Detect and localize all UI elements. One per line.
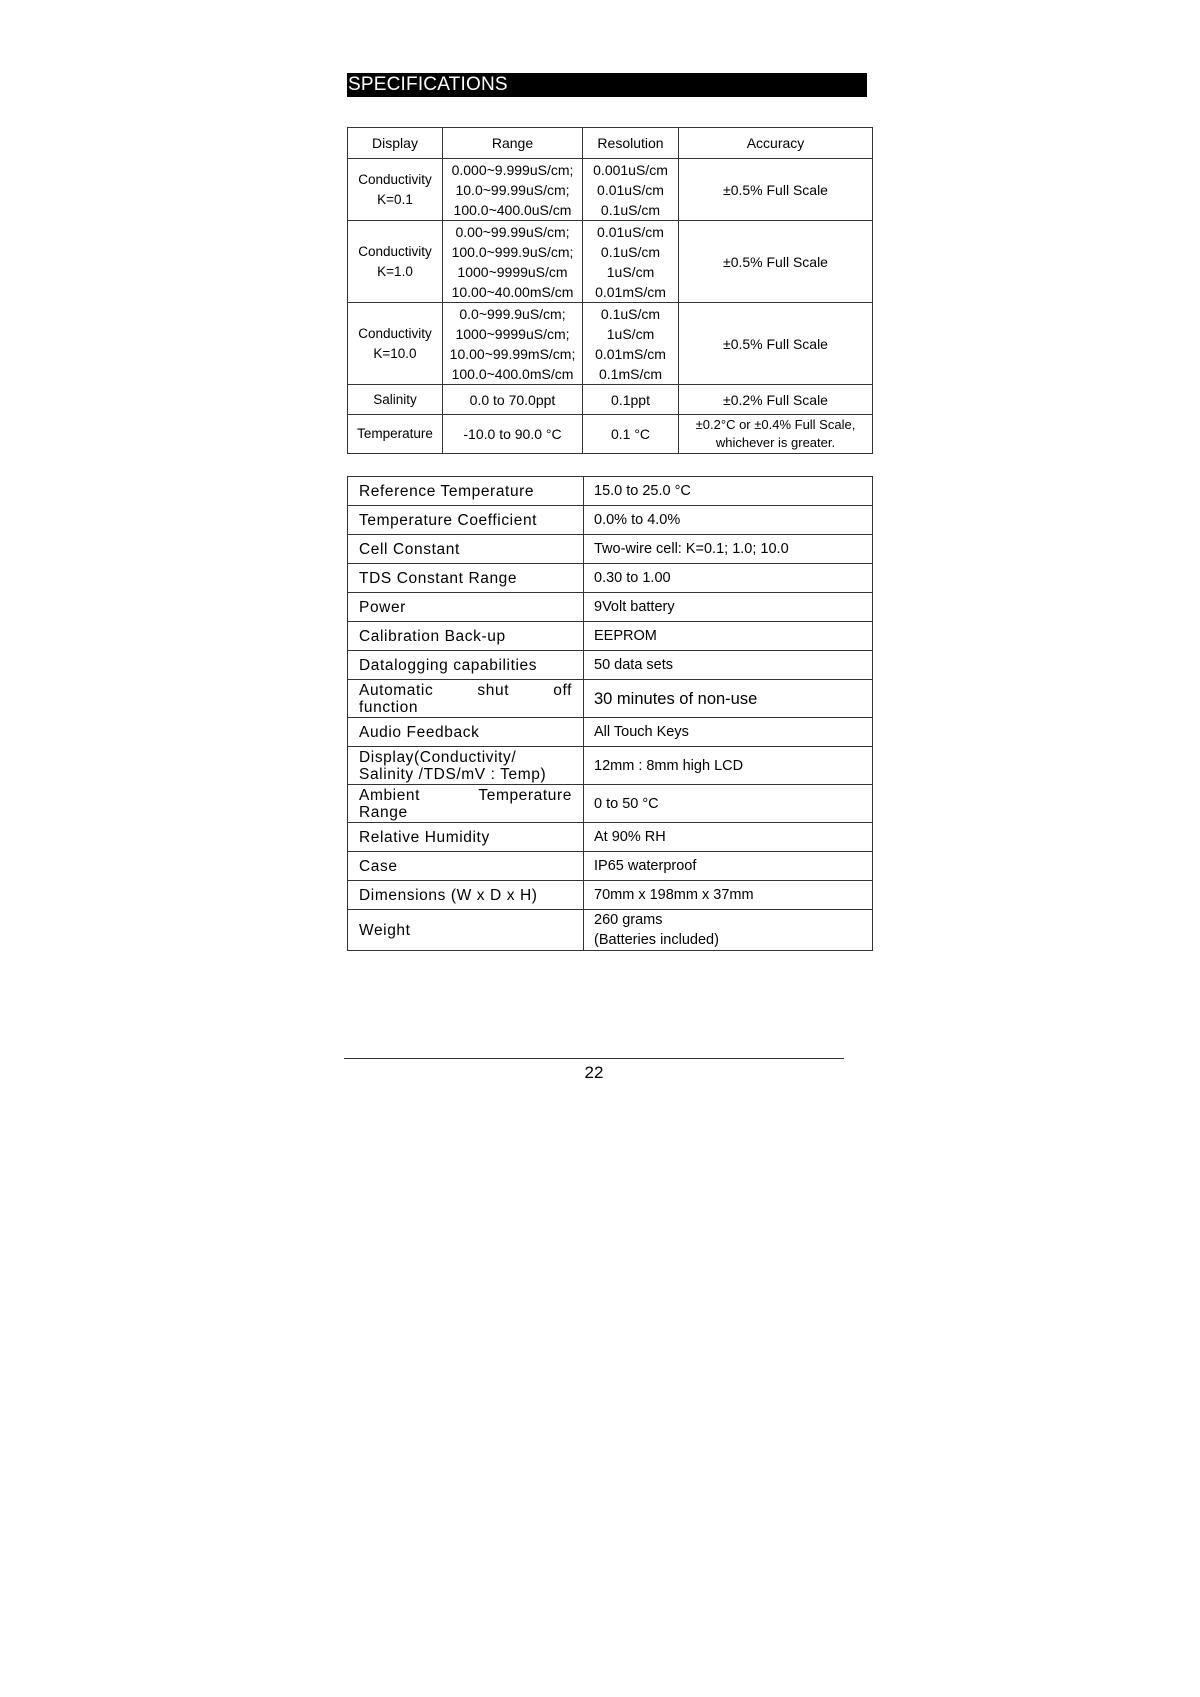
- spec-label: Temperature Coefficient: [348, 506, 584, 535]
- spec-label-line: function: [359, 698, 419, 716]
- spec-label: [348, 747, 584, 785]
- section-heading: SPECIFICATIONS: [347, 73, 867, 97]
- spec-label: Cell Constant: [348, 535, 584, 564]
- spec-value: All Touch Keys: [584, 718, 873, 747]
- table-row: [348, 910, 873, 951]
- range-cell: 0.000~9.999uS/cm; 10.0~99.99uS/cm; 100.0~400.0uS/cm: [443, 159, 583, 221]
- page-number: 22: [584, 1063, 604, 1082]
- spec-value: 70mm x 198mm x 37mm: [584, 881, 873, 910]
- accuracy-cell: ±0.5% Full Scale: [679, 221, 873, 303]
- spec-label-word: off: [553, 681, 572, 699]
- header-resolution: Resolution: [583, 128, 679, 159]
- spec-value: Two-wire cell: K=0.1; 1.0; 10.0: [584, 535, 873, 564]
- accuracy-cell: ±0.2% Full Scale: [679, 385, 873, 415]
- table-row: [348, 564, 873, 593]
- table-row: [348, 852, 873, 881]
- table-row: [348, 785, 873, 823]
- resolution-cell: 0.001uS/cm 0.01uS/cm 0.1uS/cm: [583, 159, 679, 221]
- table-row: [348, 535, 873, 564]
- range-cell: 0.0~999.9uS/cm; 1000~9999uS/cm; 10.00~99.99mS/cm; 100.0~400.0mS/cm: [443, 303, 583, 385]
- footer-divider: [344, 1058, 844, 1059]
- measurement-spec-table: [347, 127, 873, 454]
- display-cell: Conductivity K=10.0: [348, 303, 443, 385]
- spec-value: 9Volt battery: [584, 593, 873, 622]
- resolution-cell: 0.1uS/cm 1uS/cm 0.01mS/cm 0.1mS/cm: [583, 303, 679, 385]
- table-row: [348, 881, 873, 910]
- spec-label-word: Ambient: [359, 786, 421, 804]
- table-row: [348, 680, 873, 718]
- display-cell: Conductivity K=1.0: [348, 221, 443, 303]
- table-row: [348, 385, 873, 415]
- spec-label-line: Range: [359, 803, 408, 821]
- spec-label-line: Display(Conductivity/: [359, 748, 517, 766]
- accuracy-cell: ±0.2°C or ±0.4% Full Scale, whichever is greater.: [679, 415, 873, 454]
- table-row: [348, 823, 873, 852]
- table-row: [348, 622, 873, 651]
- spec-value: EEPROM: [584, 622, 873, 651]
- spec-value: 50 data sets: [584, 651, 873, 680]
- resolution-cell: 0.1ppt: [583, 385, 679, 415]
- resolution-cell: 0.1 °C: [583, 415, 679, 454]
- header-accuracy: Accuracy: [679, 128, 873, 159]
- accuracy-cell: ±0.5% Full Scale: [679, 303, 873, 385]
- spec-label: Relative Humidity: [348, 823, 584, 852]
- spec-value: 0.30 to 1.00: [584, 564, 873, 593]
- table-row: [348, 303, 873, 385]
- table-row: [348, 718, 873, 747]
- spec-label: TDS Constant Range: [348, 564, 584, 593]
- spec-value: 30 minutes of non-use: [584, 680, 873, 718]
- spec-label: Datalogging capabilities: [348, 651, 584, 680]
- display-cell: Temperature: [348, 415, 443, 454]
- table-row: [348, 159, 873, 221]
- display-cell: Salinity: [348, 385, 443, 415]
- range-cell: 0.00~99.99uS/cm; 100.0~999.9uS/cm; 1000~9999uS/cm 10.00~40.00mS/cm: [443, 221, 583, 303]
- range-cell: -10.0 to 90.0 °C: [443, 415, 583, 454]
- spec-value: 12mm : 8mm high LCD: [584, 747, 873, 785]
- table-row: [348, 506, 873, 535]
- table-row: [348, 651, 873, 680]
- spec-label: Calibration Back-up: [348, 622, 584, 651]
- header-range: Range: [443, 128, 583, 159]
- spec-label: Weight: [348, 910, 584, 951]
- spec-value: IP65 waterproof: [584, 852, 873, 881]
- spec-value: 0 to 50 °C: [584, 785, 873, 823]
- spec-label: [348, 680, 584, 718]
- spec-label-word: Temperature: [478, 786, 572, 804]
- spec-value: 0.0% to 4.0%: [584, 506, 873, 535]
- table-header-row: [348, 128, 873, 159]
- resolution-cell: 0.01uS/cm 0.1uS/cm 1uS/cm 0.01mS/cm: [583, 221, 679, 303]
- spec-label: [348, 785, 584, 823]
- table-row: [348, 747, 873, 785]
- range-cell: 0.0 to 70.0ppt: [443, 385, 583, 415]
- display-cell: Conductivity K=0.1: [348, 159, 443, 221]
- accuracy-cell: ±0.5% Full Scale: [679, 159, 873, 221]
- spec-label-line: Salinity /TDS/mV : Temp): [359, 765, 547, 783]
- spec-label-line-justified: [359, 787, 572, 804]
- table-row: [348, 221, 873, 303]
- spec-label-line-justified: [359, 682, 572, 699]
- spec-label: Dimensions (W x D x H): [348, 881, 584, 910]
- spec-label: Audio Feedback: [348, 718, 584, 747]
- general-spec-table: [347, 476, 873, 951]
- spec-label: Power: [348, 593, 584, 622]
- table-row: [348, 415, 873, 454]
- spec-value: At 90% RH: [584, 823, 873, 852]
- spec-value: 260 grams (Batteries included): [584, 910, 873, 951]
- table-row: [348, 477, 873, 506]
- spec-value: 15.0 to 25.0 °C: [584, 477, 873, 506]
- table-row: [348, 593, 873, 622]
- spec-label: Case: [348, 852, 584, 881]
- header-display: Display: [348, 128, 443, 159]
- spec-label-word: shut: [477, 681, 510, 699]
- spec-label-word: Automatic: [359, 681, 434, 699]
- spec-label: Reference Temperature: [348, 477, 584, 506]
